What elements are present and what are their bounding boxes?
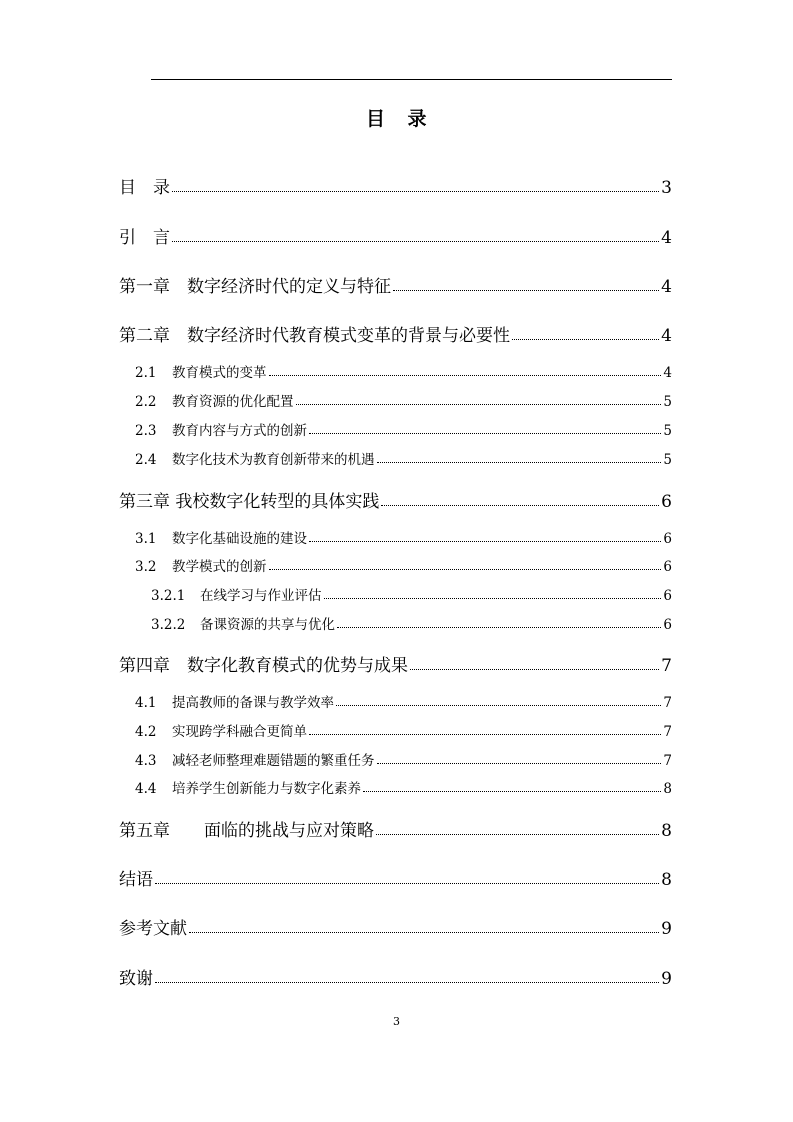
toc-entry-3-2[interactable] bbox=[135, 555, 672, 575]
toc-entry-page: 7 bbox=[663, 753, 672, 769]
leader-dots bbox=[155, 972, 659, 983]
toc-entry-page: 5 bbox=[663, 394, 672, 410]
toc-entry-2-1[interactable] bbox=[135, 361, 672, 381]
toc-entry-text: 教学模式的创新 bbox=[172, 559, 267, 575]
leader-dots bbox=[309, 425, 661, 434]
toc-entry-text: 第五章 面临的挑战与应对策略 bbox=[119, 821, 374, 841]
toc-entry-page: 5 bbox=[663, 452, 672, 468]
toc-entry-3-1[interactable] bbox=[135, 527, 672, 547]
toc-entry-number: 4.3 bbox=[135, 753, 157, 769]
toc-entry-text: 结语 bbox=[119, 870, 153, 890]
toc-entry-text: 教育资源的优化配置 bbox=[172, 394, 294, 410]
toc-title: 目 录 bbox=[365, 108, 428, 130]
toc-entry-page: 8 bbox=[661, 870, 672, 890]
toc-entry-text: 实现跨学科融合更简单 bbox=[172, 724, 307, 740]
toc-entry-number: 2.3 bbox=[135, 423, 157, 439]
toc-entry-text: 第一章 数字经济时代的定义与特征 bbox=[119, 277, 391, 297]
toc-entry-4-3[interactable] bbox=[135, 749, 672, 769]
toc-entry-page: 7 bbox=[661, 656, 672, 676]
toc-entry-number: 4.2 bbox=[135, 724, 157, 740]
toc-entry-2-4[interactable] bbox=[135, 448, 672, 468]
toc-entry-page: 4 bbox=[663, 365, 672, 381]
toc-entry-2-3[interactable] bbox=[135, 419, 672, 439]
toc-entry-page: 6 bbox=[663, 617, 672, 633]
toc-entry-text: 教育内容与方式的创新 bbox=[172, 423, 307, 439]
toc-entry-acknowledgements[interactable] bbox=[119, 964, 672, 989]
leader-dots bbox=[189, 922, 659, 933]
toc-entry-text: 参考文献 bbox=[119, 919, 187, 939]
page-number: 3 bbox=[393, 1015, 400, 1028]
leader-dots bbox=[410, 659, 659, 670]
toc-entry-page: 6 bbox=[663, 531, 672, 547]
leader-dots bbox=[269, 561, 662, 570]
leader-dots bbox=[377, 454, 662, 463]
toc-entry-page: 9 bbox=[661, 919, 672, 939]
toc-entry-number: 4.4 bbox=[135, 781, 157, 797]
toc-entry-conclusion[interactable] bbox=[119, 865, 672, 890]
toc-entry-text: 数字化基础设施的建设 bbox=[172, 531, 307, 547]
toc-entry-4-2[interactable] bbox=[135, 720, 672, 740]
toc-entry-number: 2.1 bbox=[135, 365, 157, 381]
toc-entry-page: 4 bbox=[661, 228, 672, 248]
leader-dots bbox=[296, 396, 662, 405]
toc-entry-text: 引 言 bbox=[119, 228, 170, 248]
toc-entry-text: 备课资源的共享与优化 bbox=[200, 617, 335, 633]
toc-entry-text: 第二章 数字经济时代教育模式变革的背景与必要性 bbox=[119, 326, 510, 346]
leader-dots bbox=[381, 495, 659, 506]
toc-entry-page: 8 bbox=[663, 781, 672, 797]
leader-dots bbox=[363, 783, 661, 792]
toc-entry-number: 3.1 bbox=[135, 531, 157, 547]
toc-entry-references[interactable] bbox=[119, 914, 672, 939]
toc-entry-introduction[interactable] bbox=[119, 223, 672, 248]
leader-dots bbox=[155, 873, 659, 884]
toc-entry-chapter-4[interactable] bbox=[119, 651, 672, 676]
toc-entry-text: 第三章 我校数字化转型的具体实践 bbox=[119, 492, 380, 512]
toc-entry-page: 6 bbox=[663, 559, 672, 575]
leader-dots bbox=[376, 824, 659, 835]
toc-entry-number: 3.2.1 bbox=[151, 588, 186, 604]
leader-dots bbox=[337, 619, 661, 628]
toc-entry-page: 6 bbox=[663, 588, 672, 604]
toc-entry-text: 提高教师的备课与教学效率 bbox=[172, 695, 334, 711]
leader-dots bbox=[336, 697, 661, 706]
toc-entry-number: 4.1 bbox=[135, 695, 157, 711]
leader-dots bbox=[309, 533, 661, 542]
toc-entry-page: 9 bbox=[661, 969, 672, 989]
toc-entry-page: 8 bbox=[661, 821, 672, 841]
toc-entry-3-2-2[interactable] bbox=[151, 613, 672, 633]
leader-dots bbox=[324, 590, 662, 599]
leader-dots bbox=[172, 231, 659, 242]
toc-entry-text: 第四章 数字化教育模式的优势与成果 bbox=[119, 656, 408, 676]
toc-entry-3-2-1[interactable] bbox=[151, 584, 672, 604]
toc-entry-2-2[interactable] bbox=[135, 390, 672, 410]
toc-entry-text: 目 录 bbox=[119, 178, 170, 198]
header-rule bbox=[151, 79, 672, 80]
toc-entry-number: 2.2 bbox=[135, 394, 157, 410]
toc-entry-4-1[interactable] bbox=[135, 691, 672, 711]
toc-entry-4-4[interactable] bbox=[135, 777, 672, 797]
toc-entry-chapter-2[interactable] bbox=[119, 321, 672, 346]
toc-entry-page: 5 bbox=[663, 423, 672, 439]
toc-entry-text: 教育模式的变革 bbox=[172, 365, 267, 381]
toc-entry-page: 3 bbox=[661, 178, 672, 198]
toc-entry-text: 在线学习与作业评估 bbox=[200, 588, 322, 604]
leader-dots bbox=[172, 181, 659, 192]
leader-dots bbox=[269, 367, 662, 376]
toc-entry-text: 培养学生创新能力与数字化素养 bbox=[172, 781, 361, 797]
toc-entry-text: 致谢 bbox=[119, 969, 153, 989]
toc-entry-page: 6 bbox=[661, 492, 672, 512]
leader-dots bbox=[512, 329, 659, 340]
toc-entry-number: 3.2.2 bbox=[151, 617, 186, 633]
leader-dots bbox=[393, 280, 659, 291]
toc-entry-chapter-3[interactable] bbox=[119, 487, 672, 512]
toc-entry-chapter-1[interactable] bbox=[119, 272, 672, 297]
toc-entry-text: 数字化技术为教育创新带来的机遇 bbox=[172, 452, 375, 468]
toc-entry-chapter-5[interactable] bbox=[119, 816, 672, 841]
leader-dots bbox=[309, 726, 661, 735]
leader-dots bbox=[377, 755, 662, 764]
toc-entry-page: 4 bbox=[661, 326, 672, 346]
toc-entry-text: 减轻老师整理难题错题的繁重任务 bbox=[172, 753, 375, 769]
toc-entry-page: 7 bbox=[663, 724, 672, 740]
toc-entry-number: 2.4 bbox=[135, 452, 157, 468]
toc-entry-page: 7 bbox=[663, 695, 672, 711]
toc-entry-page: 4 bbox=[661, 277, 672, 297]
toc-entry-number: 3.2 bbox=[135, 559, 157, 575]
toc-entry-contents[interactable] bbox=[119, 173, 672, 198]
